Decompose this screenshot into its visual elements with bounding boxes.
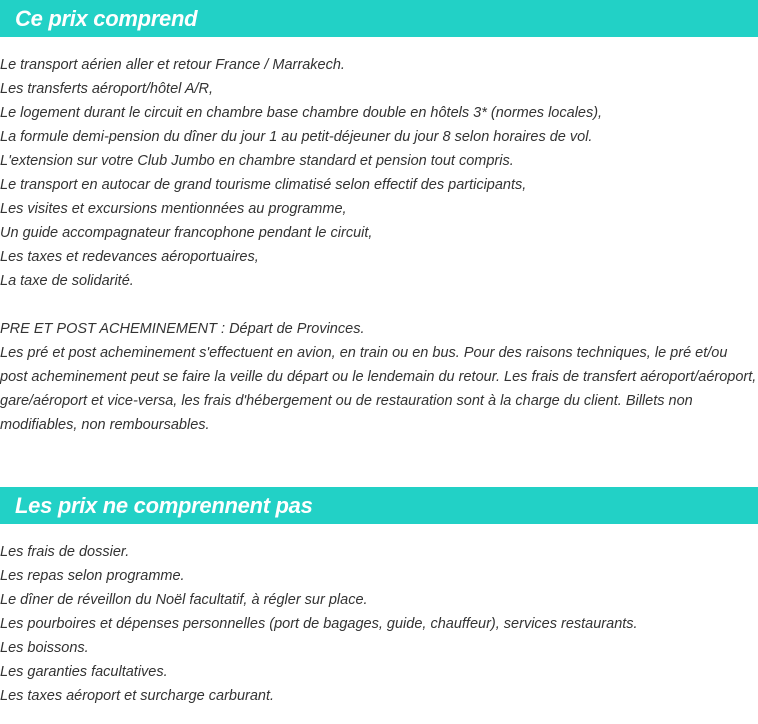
list-item: Le transport aérien aller et retour France / Marrakech.	[0, 57, 345, 73]
list-item: Le logement durant le circuit en chambre base chambre double en hôtels 3* (normes locales),	[0, 105, 603, 121]
list-item: Les frais de dossier.	[0, 544, 130, 560]
included-section-header	[0, 0, 758, 37]
excluded-items-list	[0, 540, 758, 708]
list-item: Les taxes et redevances aéroportuaires,	[0, 249, 259, 265]
excluded-section-title: Les prix ne comprennent pas	[15, 492, 313, 518]
pre-post-title: PRE ET POST ACHEMINEMENT : Départ de Provinces.	[0, 321, 365, 337]
list-item: Les visites et excursions mentionnées au programme,	[0, 201, 347, 217]
list-item: Les transferts aéroport/hôtel A/R,	[0, 81, 214, 97]
included-items-list	[0, 53, 758, 293]
excluded-section-header	[0, 487, 758, 524]
list-item: La taxe de solidarité.	[0, 273, 134, 289]
list-item: Les pourboires et dépenses personnelles (port de bagages, guide, chauffeur), services restaurants.	[0, 616, 638, 632]
list-item: Le dîner de réveillon du Noël facultatif, à régler sur place.	[0, 592, 368, 608]
list-item: Les boissons.	[0, 640, 89, 656]
list-item: Les garanties facultatives.	[0, 664, 168, 680]
list-item: Les taxes aéroport et surcharge carburant.	[0, 688, 275, 704]
list-item: L'extension sur votre Club Jumbo en chambre standard et pension tout compris.	[0, 153, 514, 169]
pre-post-text: Les pré et post acheminement s'effectuent en avion, en train ou en bus. Pour des raisons techniques, le pré et/ou post acheminement peut se faire la veille du départ ou le lendemain du retour. Les frais de transfert aéroport/aéroport, gare/aéroport et vice-versa, les frais d'hébergement ou de restauration sont à la charge du client. Billets non modifiables, non remboursables.	[0, 345, 757, 433]
included-section-title: Ce prix comprend	[15, 5, 198, 31]
list-item: Les repas selon programme.	[0, 568, 185, 584]
list-item: Un guide accompagnateur francophone pendant le circuit,	[0, 225, 373, 241]
list-item: La formule demi-pension du dîner du jour 1 au petit-déjeuner du jour 8 selon horaires de vol.	[0, 129, 593, 145]
list-item: Le transport en autocar de grand tourisme climatisé selon effectif des participants,	[0, 177, 527, 193]
